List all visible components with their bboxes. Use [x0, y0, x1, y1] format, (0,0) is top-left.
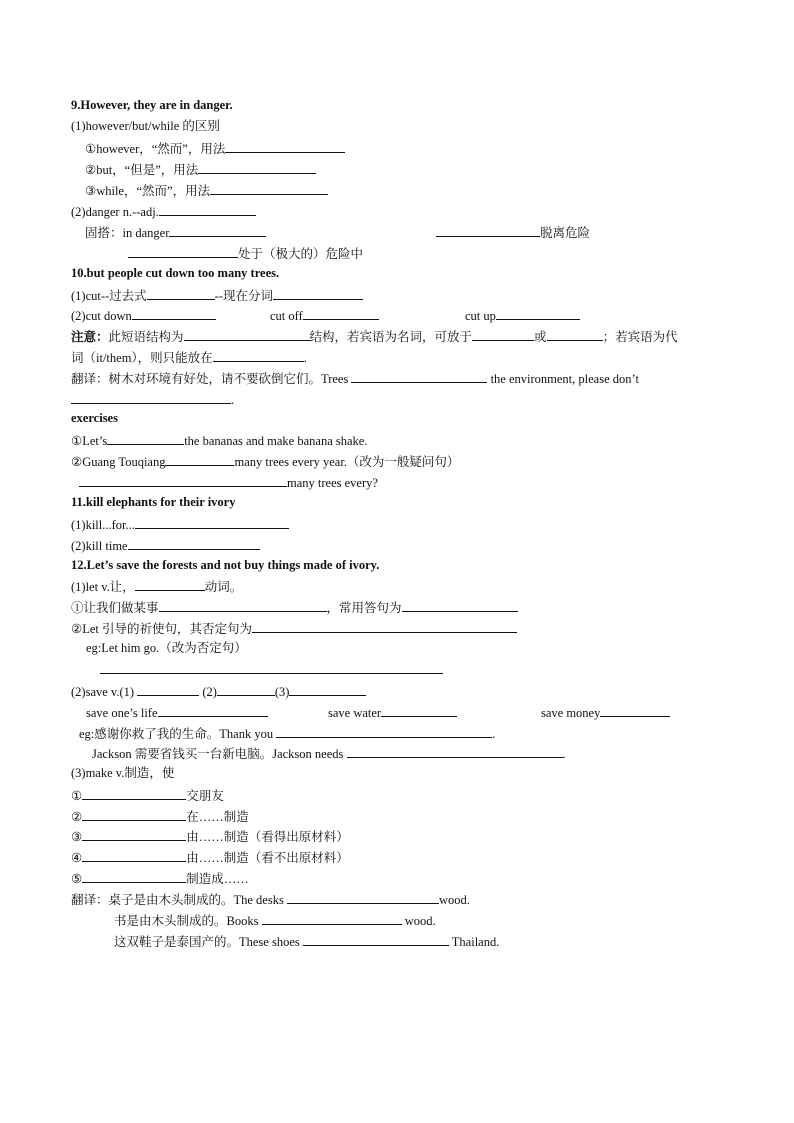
blank[interactable]	[107, 431, 184, 445]
blank[interactable]	[273, 286, 363, 300]
s10-line-2b	[270, 306, 379, 325]
make-item-5	[71, 869, 249, 888]
blank[interactable]	[252, 619, 517, 633]
s12-l5c: (3)	[274, 685, 290, 699]
blank[interactable]	[135, 515, 289, 529]
blank[interactable]	[210, 181, 328, 195]
s12-line-3	[71, 619, 517, 638]
s10-line-2a-text: (2)cut down	[71, 309, 132, 323]
blank[interactable]	[82, 786, 186, 800]
ex3: many trees every?	[287, 476, 378, 490]
s12-l6c: save money	[541, 706, 601, 720]
make-item-1	[71, 786, 224, 805]
s12-line-6c	[541, 703, 670, 722]
s12-line-8	[92, 744, 566, 763]
blank[interactable]	[79, 473, 287, 487]
blank[interactable]	[147, 286, 215, 300]
s12-line-4	[86, 640, 247, 657]
s10-line-2b-text: cut off	[270, 309, 303, 323]
m5b: 制造成……	[186, 872, 249, 886]
blank[interactable]	[128, 536, 260, 550]
blank[interactable]	[225, 139, 345, 153]
blank[interactable]	[496, 306, 580, 320]
blank[interactable]	[82, 827, 186, 841]
s9-line-2-text: ①however，“然而”，用法	[85, 142, 226, 156]
s12-line-6a	[86, 703, 268, 722]
section-11-heading: 11.kill elephants for their ivory	[71, 495, 236, 509]
blank[interactable]	[600, 703, 670, 717]
s12-line-4-answer	[100, 660, 443, 679]
m1a: ①	[71, 789, 83, 803]
s12-translation-1	[71, 890, 470, 909]
s9-line-5	[71, 202, 256, 221]
m3a: ③	[71, 830, 83, 844]
s9-line-6a	[85, 223, 266, 242]
s10-translation-line-2	[71, 390, 234, 409]
s12-l8end: .	[562, 747, 566, 761]
note-a: 此短语结构为	[108, 330, 184, 344]
s9-line-1-text: (1)however/but/while 的区别	[71, 119, 220, 133]
s12-l4: eg:Let him go.（改为否定句）	[86, 641, 247, 655]
ex2b: many trees every year.（改为一般疑问句）	[234, 455, 460, 469]
blank[interactable]	[287, 890, 439, 904]
s9-line-6b-text: 脱离危险	[540, 226, 591, 240]
blank[interactable]	[381, 703, 457, 717]
m5a: ⑤	[71, 872, 83, 886]
blank[interactable]	[289, 682, 366, 696]
s12-line-1	[71, 577, 242, 596]
make-item-2	[71, 807, 249, 826]
s9-line-1	[71, 118, 220, 135]
s9-line-4	[85, 181, 328, 200]
s11-line-2-text: (2)kill time	[71, 539, 128, 553]
blank[interactable]	[276, 724, 492, 738]
blank[interactable]	[347, 744, 563, 758]
t2b: wood.	[404, 914, 436, 928]
t1a: 翻译：桌子是由木头制成的。The desks	[71, 893, 284, 907]
ex1b: the bananas and make banana shake.	[184, 434, 368, 448]
exercise-1	[71, 431, 367, 450]
s12-l8: Jackson 需要省钱买一台新电脑。Jackson needs	[92, 747, 344, 761]
blank[interactable]	[472, 327, 534, 341]
blank[interactable]	[158, 703, 268, 717]
s12-line-2	[71, 598, 518, 617]
s12-l6b: save water	[328, 706, 382, 720]
tr-b: the environment, please don’t	[490, 372, 639, 386]
blank[interactable]	[351, 369, 487, 383]
s12-l9: (3)make v.制造，使	[71, 766, 175, 780]
section-12-heading: 12.Let’s save the forests and not buy things made of ivory.	[71, 558, 380, 572]
s12-l2a: ①让我们做某事	[71, 601, 159, 615]
s12-l5a: (2)save v.(1)	[71, 685, 135, 699]
blank[interactable]	[137, 682, 199, 696]
s12-l7end: .	[492, 727, 496, 741]
s9-line-6b	[436, 223, 590, 242]
s10-line-1	[71, 286, 363, 305]
s12-translation-2	[114, 911, 436, 930]
section-10-heading: 10.but people cut down too many trees.	[71, 266, 280, 280]
t2a: 书是由木头制成的。Books	[114, 914, 259, 928]
s10-note-line-1	[71, 327, 678, 346]
exercise-2	[71, 452, 459, 471]
blank[interactable]	[159, 202, 256, 216]
blank[interactable]	[262, 911, 402, 925]
section-9-heading: 9.However, they are in danger.	[71, 98, 233, 112]
s12-line-7	[79, 724, 495, 743]
blank[interactable]	[128, 244, 238, 258]
blank[interactable]	[135, 577, 205, 591]
s10-note-line-2	[71, 348, 307, 367]
s12-l1a: (1)let v.让，	[71, 580, 135, 594]
make-item-4	[71, 848, 349, 867]
blank[interactable]	[436, 223, 540, 237]
m1b: 交朋友	[186, 789, 224, 803]
blank[interactable]	[213, 348, 304, 362]
note-label: 注意：	[71, 330, 109, 344]
note2-b: .	[303, 351, 307, 365]
blank[interactable]	[402, 598, 518, 612]
s10-line-2c	[465, 306, 580, 325]
note2-a: 词（it/them），则只能放在	[71, 351, 213, 365]
s12-line-6b	[328, 703, 457, 722]
blank[interactable]	[547, 327, 603, 341]
s12-l5b: (2)	[202, 685, 217, 699]
m2b: 在……制造	[186, 810, 249, 824]
s10-line-1b: --现在分词	[214, 289, 273, 303]
s12-translation-3	[114, 932, 499, 951]
s12-l7: eg:感谢你救了我的生命。Thank you	[79, 727, 274, 741]
s9-line-7-text: 处于（极大的）危险中	[238, 247, 364, 261]
s11-line-2	[71, 536, 260, 555]
s12-l6a: save one’s life	[86, 706, 158, 720]
s10-line-1a: (1)cut--过去式	[71, 289, 147, 303]
blank[interactable]	[303, 306, 379, 320]
m2a: ②	[71, 810, 83, 824]
s12-l3: ②Let 引导的祈使句，其否定句为	[71, 622, 252, 636]
ex2a: ②Guang Touqiang	[71, 455, 166, 469]
note-c: 或	[534, 330, 547, 344]
s9-line-7	[128, 244, 363, 263]
s11-line-1	[71, 515, 289, 534]
note-b: 结构，若宾语为名词，可放于	[309, 330, 473, 344]
blank[interactable]	[303, 932, 449, 946]
s12-line-9	[71, 765, 174, 782]
blank[interactable]	[184, 327, 310, 341]
ex1a: ①Let’s	[71, 434, 108, 448]
note-d: ；若宾语为代	[602, 330, 678, 344]
blank[interactable]	[132, 306, 216, 320]
blank[interactable]	[165, 452, 234, 466]
blank[interactable]	[82, 869, 186, 883]
blank[interactable]	[71, 390, 231, 404]
make-item-3	[71, 827, 349, 846]
m4a: ④	[71, 851, 83, 865]
s10-line-2c-text: cut up	[465, 309, 496, 323]
s10-line-2a	[71, 306, 216, 325]
s9-line-5-text: (2)danger n.--adj.	[71, 205, 159, 219]
tr2: .	[231, 393, 235, 407]
blank[interactable]	[82, 848, 186, 862]
s9-line-3	[85, 160, 316, 179]
blank[interactable]	[217, 682, 275, 696]
s11-line-1-text: (1)kill...for...	[71, 518, 135, 532]
t3b: Thailand.	[451, 935, 500, 949]
blank[interactable]	[159, 598, 327, 612]
blank[interactable]	[100, 660, 443, 674]
t3a: 这双鞋子是泰国产的。These shoes	[114, 935, 300, 949]
tr-a: 翻译：树木对环境有好处，请不要砍倒它们。Trees	[71, 372, 349, 386]
m4b: 由……制造（看不出原材料）	[186, 851, 349, 865]
blank[interactable]	[169, 223, 266, 237]
s12-l2b: ，常用答句为	[326, 601, 402, 615]
m3b: 由……制造（看得出原材料）	[186, 830, 349, 844]
s9-line-6a-text: 固搭：in danger	[85, 226, 170, 240]
blank[interactable]	[82, 807, 186, 821]
s12-l1b: 动词。	[204, 580, 243, 594]
s9-line-3-text: ②but，“但是”，用法	[85, 163, 199, 177]
exercises-label: exercises	[71, 411, 118, 425]
t1b: wood.	[438, 893, 470, 907]
s9-line-2	[85, 139, 345, 158]
s10-translation-line-1	[71, 369, 639, 388]
s9-line-4-text: ③while，“然而”，用法	[85, 184, 211, 198]
exercise-3	[79, 473, 378, 492]
s12-line-5	[71, 682, 366, 701]
blank[interactable]	[198, 160, 316, 174]
